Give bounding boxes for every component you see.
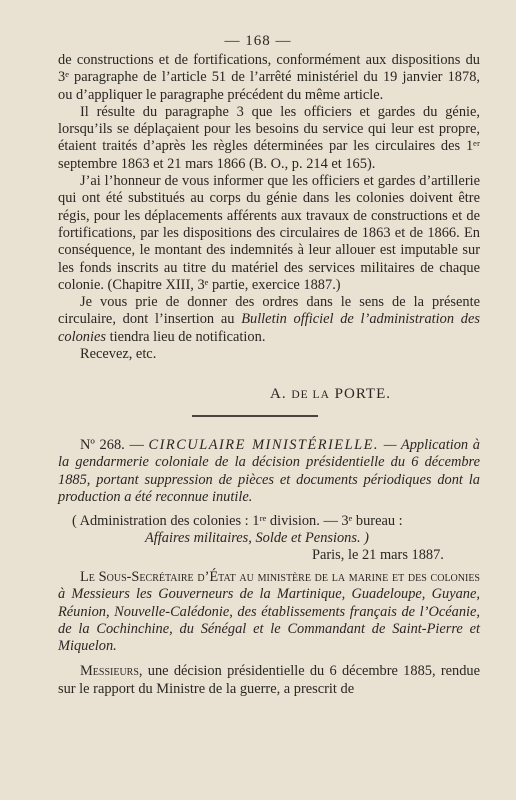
place-date: Paris, le 21 mars 1887. — [312, 547, 444, 563]
administration-line: ( Administration des colonies : 1ʳᵉ division. — 3ᵉ bureau : Affaires militaires, Solde et Pensions. ) — [72, 513, 403, 546]
paragraph-2: Il résulte du paragraphe 3 que les officiers et gardes du génie, lorsqu’ils se déplaçaient pour les besoins du service qui leur est propre, étaient traités d’après les règles déterminées par les circulaires des 1ᵉʳ septembre 1863 et 21 mars 1866 (B. O., p. 214 et 165). — [58, 103, 480, 172]
signature: A. DE LA PORTE. — [270, 386, 391, 402]
paragraph-3: J’ai l’honneur de vous informer que les officiers et gardes d’artillerie qui ont été substitués au corps du génie dans les colonies doivent être régis, pour les déplacements afférents aux travaux de constructions et de fortifications, par les dispositions des circulaires de 1863 et de 1866. En conséquence, le montant des indemnités à leur allouer est imputable sur les fonds inscrits au titre du matériel des services militaires de chaque colonie. (Chapitre XIII, 3ᵉ partie, exercice 1887.) — [58, 173, 480, 293]
circular-title: Nº 268. — CIRCULAIRE MINISTÉRIELLE. — Application à la gendarmerie coloniale de la décision présidentielle du 6 décembre 1885, portant suppression de pièces et documents périodiques dont la production a été reconnue inutile. — [58, 437, 480, 505]
final-paragraph: Messieurs, une décision présidentielle du 6 décembre 1885, rendue sur le rapport du Ministre de la guerre, a prescrit de — [58, 663, 480, 697]
page-number: — 168 — — [224, 33, 292, 49]
paragraph-1: de constructions et de fortifications, conformément aux dispositions du 3ᵉ paragraphe de l’article 51 de l’arrêté ministériel du 19 janvier 1878, ou d’appliquer le paragraphe précédent du même article. — [58, 52, 480, 103]
addressee: Le Sous-Secrétaire d’État au ministère de la marine et des colonies à Messieurs les Gouverneurs de la Martinique, Guadeloupe, Guyane, Réunion, Nouvelle-Calédonie, des établissements français de l’Océanie, de la Cochinchine, du Sénégal et le Commandant de Saint-Pierre et Miquelon. Messieurs, une décision présidentielle du 6 décembre 1885, rendue sur le rapport du Ministre de la guerre, a prescrit de — [58, 569, 480, 697]
paragraph-4: Je vous prie de donner des ordres dans le sens de la présente circulaire, dont l’insertion au Bulletin officiel de l’administration des colonies tiendra lieu de notification. — [58, 294, 480, 345]
paragraph-closing: Recevez, etc. — [80, 346, 157, 363]
section-divider — [192, 415, 318, 417]
body-text-top — [58, 52, 480, 363]
